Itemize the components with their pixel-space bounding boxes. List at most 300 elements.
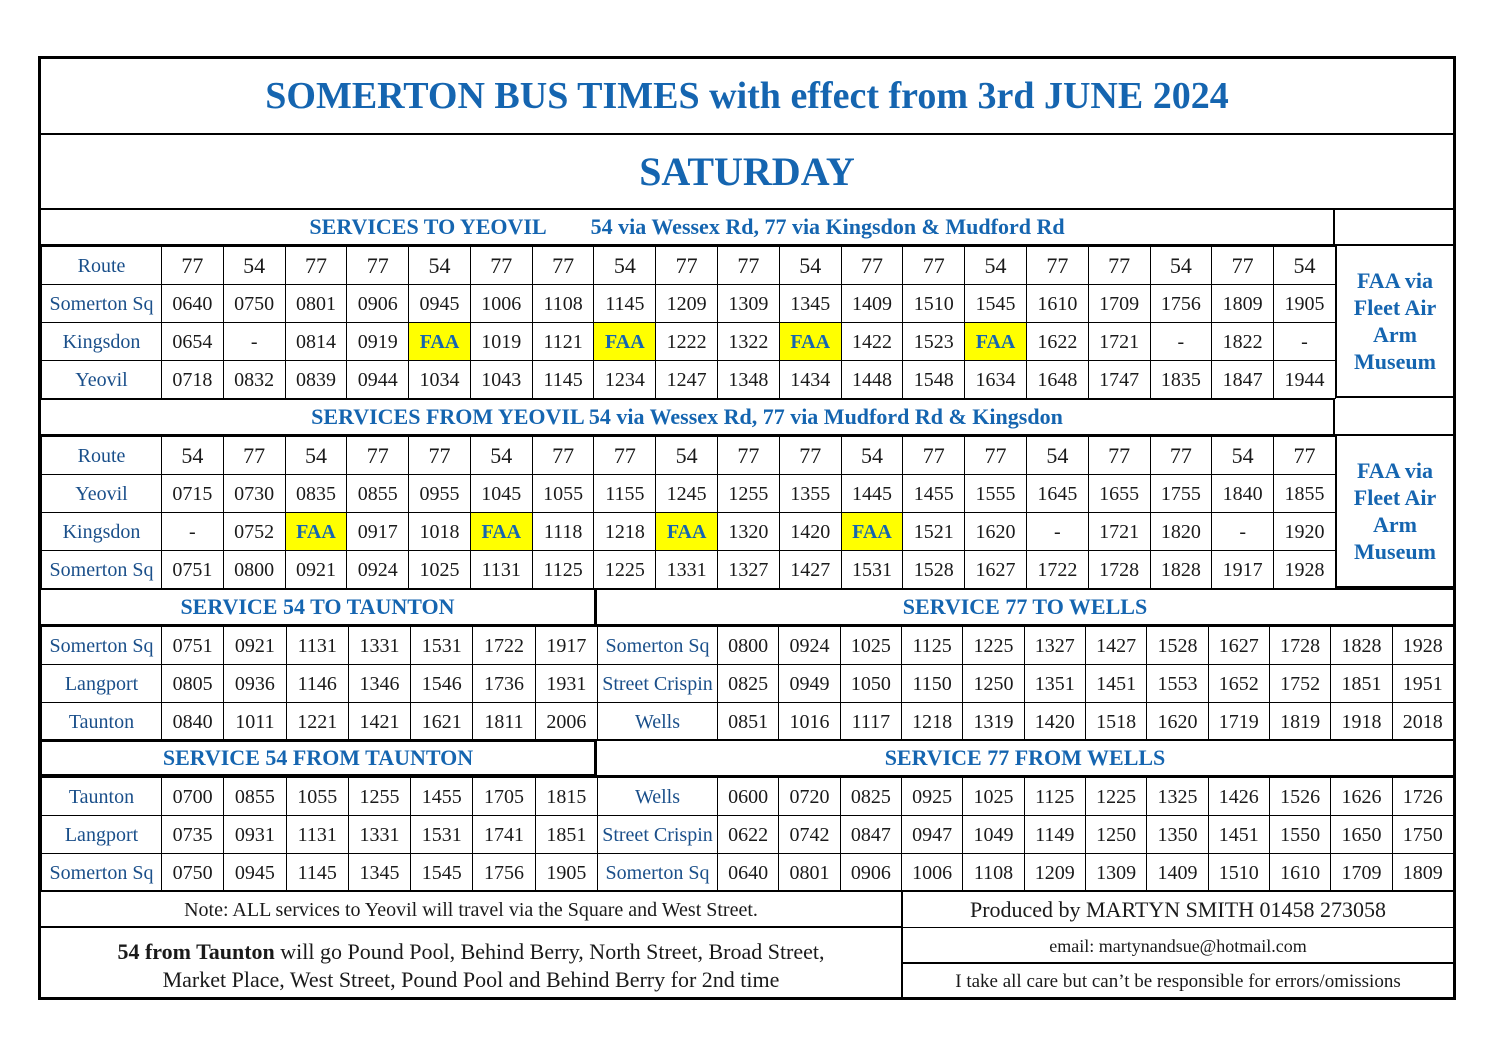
time-cell: 1655 [1088, 475, 1150, 513]
time-cell: 0814 [285, 323, 347, 361]
time-cell: 0919 [347, 323, 409, 361]
time-cell: 1145 [594, 285, 656, 323]
time-cell: 0825 [840, 778, 901, 816]
time-cell: 1247 [656, 361, 718, 399]
time-cell: 1741 [473, 816, 535, 854]
time-cell: 1420 [779, 513, 841, 551]
time-cell: 1546 [411, 665, 473, 703]
stop-label: Wells [598, 778, 718, 816]
time-cell: 1951 [1392, 665, 1453, 703]
time-cell: 1835 [1150, 361, 1212, 399]
route-number: 77 [718, 247, 780, 285]
time-cell: 1510 [903, 285, 965, 323]
time-cell: 1726 [1392, 778, 1453, 816]
time-cell: 0751 [162, 551, 224, 589]
time-cell: 1627 [965, 551, 1027, 589]
time-cell: 1209 [656, 285, 718, 323]
stop-label: Street Crispin [598, 816, 718, 854]
time-cell: 1125 [901, 627, 962, 665]
time-cell: 1155 [594, 475, 656, 513]
route-number: 77 [532, 437, 594, 475]
time-cell: 1722 [1026, 551, 1088, 589]
route-number: 77 [162, 247, 224, 285]
from-taunton-heading: SERVICE 54 FROM TAUNTON [39, 739, 597, 777]
time-cell: 1150 [901, 665, 962, 703]
table-row [42, 627, 598, 665]
footer-produced: Produced by MARTYN SMITH 01458 273058 [903, 892, 1453, 928]
time-cell: 1250 [1085, 816, 1146, 854]
time-cell: 0925 [901, 778, 962, 816]
route-note-rest: will go Pound Pool, Behind Berry, North Street, Broad Street, [274, 939, 825, 964]
route-number: 54 [965, 247, 1027, 285]
route-number: 77 [965, 437, 1027, 475]
time-cell: 1345 [348, 854, 410, 892]
route-number: 77 [347, 437, 409, 475]
time-cell: 1756 [473, 854, 535, 892]
time-cell: 1322 [718, 323, 780, 361]
time-cell: 1455 [411, 778, 473, 816]
time-cell: 1434 [779, 361, 841, 399]
time-cell: 1445 [841, 475, 903, 513]
time-cell: 1620 [965, 513, 1027, 551]
route-number: 54 [285, 437, 347, 475]
time-cell: 1809 [1392, 854, 1453, 892]
faa-note-line: FAA via [1357, 268, 1433, 293]
stop-label: Yeovil [42, 475, 162, 513]
time-cell: 0936 [224, 665, 286, 703]
time-cell: 1131 [286, 816, 348, 854]
footer-email: email: martynandsue@hotmail.com [903, 928, 1453, 964]
to-yeovil-table [41, 246, 1336, 399]
table-row [42, 703, 598, 741]
time-cell: 1931 [535, 665, 597, 703]
time-cell: 1610 [1026, 285, 1088, 323]
time-cell: 1350 [1147, 816, 1208, 854]
time-cell: 1221 [286, 703, 348, 741]
route-number: 77 [1274, 437, 1336, 475]
time-cell: 1917 [1212, 551, 1274, 589]
time-cell: 1131 [470, 551, 532, 589]
stop-label: Somerton Sq [42, 285, 162, 323]
time-cell: 1756 [1150, 285, 1212, 323]
time-cell: 1011 [224, 703, 286, 741]
time-cell: 1327 [1024, 627, 1085, 665]
time-cell: 0730 [223, 475, 285, 513]
time-cell: 1550 [1269, 816, 1330, 854]
time-cell: 0944 [347, 361, 409, 399]
route-number: 54 [594, 247, 656, 285]
from-yeovil-heading-spacer [1335, 398, 1453, 436]
time-cell: 1621 [411, 703, 473, 741]
to-yeovil-heading [41, 210, 1335, 246]
time-cell: 1409 [1147, 854, 1208, 892]
time-cell: 1928 [1274, 551, 1336, 589]
time-cell: 1034 [409, 361, 471, 399]
time-cell: 0752 [223, 513, 285, 551]
faa-cell: FAA [965, 323, 1027, 361]
time-cell: 1652 [1208, 665, 1269, 703]
time-cell: 0718 [162, 361, 224, 399]
time-cell: 1427 [1085, 627, 1146, 665]
time-cell: 1121 [532, 323, 594, 361]
route-number: 77 [347, 247, 409, 285]
route-note-line-2: Market Place, West Street, Pound Pool and Behind Berry for 2nd time [162, 967, 780, 992]
table-row [42, 437, 1336, 475]
time-cell: 1245 [656, 475, 718, 513]
time-cell: 1736 [473, 665, 535, 703]
time-cell: 1451 [1085, 665, 1146, 703]
table-row [42, 513, 1336, 551]
time-cell: 1427 [779, 551, 841, 589]
time-cell: - [162, 513, 224, 551]
faa-cell: FAA [409, 323, 471, 361]
table-row [598, 778, 1454, 816]
time-cell: - [1212, 513, 1274, 551]
table-row [598, 854, 1454, 892]
table-row [42, 475, 1336, 513]
route-number: 77 [1088, 437, 1150, 475]
time-cell: 1309 [1085, 854, 1146, 892]
time-cell: 1620 [1147, 703, 1208, 741]
stop-label: Somerton Sq [42, 551, 162, 589]
stop-label: Route [42, 437, 162, 475]
time-cell: 1018 [409, 513, 471, 551]
time-cell: 1025 [840, 627, 901, 665]
time-cell: 1108 [963, 854, 1024, 892]
to-yeovil-heading-via: 54 via Wessex Rd, 77 via Kingsdon & Mudford Rd [590, 214, 1065, 239]
time-cell: 1545 [965, 285, 1027, 323]
time-cell: 1218 [594, 513, 656, 551]
stop-label: Taunton [42, 703, 162, 741]
table-row [42, 816, 598, 854]
faa-note-line: Museum [1354, 349, 1436, 374]
faa-cell: FAA [779, 323, 841, 361]
time-cell: 1043 [470, 361, 532, 399]
time-cell: 1118 [532, 513, 594, 551]
route-number: 77 [1150, 437, 1212, 475]
time-cell: 1528 [903, 551, 965, 589]
route-number: 77 [594, 437, 656, 475]
route-number: 77 [532, 247, 594, 285]
time-cell: 1050 [840, 665, 901, 703]
route-number: 77 [903, 437, 965, 475]
time-cell: 0921 [224, 627, 286, 665]
route-number: 77 [1212, 247, 1274, 285]
time-cell: 1917 [535, 627, 597, 665]
time-cell: - [1274, 323, 1336, 361]
time-cell: 1409 [841, 285, 903, 323]
time-cell: 1006 [470, 285, 532, 323]
time-cell: 0640 [718, 854, 779, 892]
time-cell: 1309 [718, 285, 780, 323]
time-cell: 1049 [963, 816, 1024, 854]
time-cell: 1325 [1147, 778, 1208, 816]
time-cell: 1822 [1212, 323, 1274, 361]
table-row [598, 816, 1454, 854]
route-number: 54 [409, 247, 471, 285]
time-cell: 0855 [224, 778, 286, 816]
time-cell: 1709 [1331, 854, 1392, 892]
time-cell: 1828 [1331, 627, 1392, 665]
time-cell: 1855 [1274, 475, 1336, 513]
route-number: 54 [841, 437, 903, 475]
time-cell: 1019 [470, 323, 532, 361]
time-cell: 1320 [718, 513, 780, 551]
faa-note-line: FAA via [1357, 458, 1433, 483]
stop-label: Taunton [42, 778, 162, 816]
time-cell: 1709 [1088, 285, 1150, 323]
route-number: 54 [779, 247, 841, 285]
time-cell: 0839 [285, 361, 347, 399]
time-cell: 0750 [162, 854, 224, 892]
time-cell: 1531 [841, 551, 903, 589]
time-cell: 1523 [903, 323, 965, 361]
time-cell: 1420 [1024, 703, 1085, 741]
stop-label: Somerton Sq [598, 627, 718, 665]
time-cell: 1851 [1331, 665, 1392, 703]
time-cell: 0805 [162, 665, 224, 703]
time-cell: 0906 [347, 285, 409, 323]
route-number: 54 [1274, 247, 1336, 285]
time-cell: 1531 [411, 816, 473, 854]
time-cell: 1553 [1147, 665, 1208, 703]
time-cell: 0906 [840, 854, 901, 892]
to-yeovil-faa-note [1335, 246, 1453, 398]
table-row [42, 323, 1336, 361]
time-cell: 0855 [347, 475, 409, 513]
time-cell: 1117 [840, 703, 901, 741]
route-number: 77 [470, 247, 532, 285]
time-cell: 1820 [1150, 513, 1212, 551]
time-cell: 1728 [1088, 551, 1150, 589]
table-row [42, 778, 598, 816]
route-note-bold: 54 from Taunton [117, 939, 275, 964]
time-cell: 1225 [963, 627, 1024, 665]
stop-label: Wells [598, 703, 718, 741]
time-cell: 1355 [779, 475, 841, 513]
time-cell: 1634 [965, 361, 1027, 399]
time-cell: 0751 [162, 627, 224, 665]
time-cell: 1847 [1212, 361, 1274, 399]
footer-note: Note: ALL services to Yeovil will travel via the Square and West Street. [41, 892, 903, 928]
table-row [42, 285, 1336, 323]
route-number: 54 [656, 437, 718, 475]
faa-note-line: Fleet Air [1353, 485, 1437, 510]
time-cell: 1045 [470, 475, 532, 513]
time-cell: 0835 [285, 475, 347, 513]
time-cell: 0955 [409, 475, 471, 513]
time-cell: 1209 [1024, 854, 1085, 892]
time-cell: - [1026, 513, 1088, 551]
time-cell: 0832 [223, 361, 285, 399]
time-cell: 1905 [1274, 285, 1336, 323]
time-cell: 1016 [779, 703, 840, 741]
time-cell: 1319 [963, 703, 1024, 741]
time-cell: 1705 [473, 778, 535, 816]
time-cell: 1622 [1026, 323, 1088, 361]
time-cell: 1555 [965, 475, 1027, 513]
time-cell: 1626 [1331, 778, 1392, 816]
time-cell: 0924 [779, 627, 840, 665]
time-cell: 1348 [718, 361, 780, 399]
time-cell: 1225 [594, 551, 656, 589]
time-cell: 1125 [1024, 778, 1085, 816]
time-cell: 0801 [779, 854, 840, 892]
stop-label: Langport [42, 816, 162, 854]
route-number: 77 [285, 247, 347, 285]
time-cell: 1752 [1269, 665, 1330, 703]
route-number: 77 [841, 247, 903, 285]
footer-disclaimer: I take all care but can’t be responsible for errors/omissions [955, 971, 1401, 992]
page-title: SOMERTON BUS TIMES with effect from 3rd JUNE 2024 [41, 59, 1453, 135]
faa-cell: FAA [285, 513, 347, 551]
time-cell: 0949 [779, 665, 840, 703]
route-number: 54 [162, 437, 224, 475]
time-cell: 1146 [286, 665, 348, 703]
from-yeovil-faa-note [1335, 436, 1453, 588]
time-cell: - [1150, 323, 1212, 361]
time-cell: 1145 [532, 361, 594, 399]
time-cell: 1815 [535, 778, 597, 816]
stop-label: Somerton Sq [598, 854, 718, 892]
from-yeovil-heading: SERVICES FROM YEOVIL 54 via Wessex Rd, 77 via Mudford Rd & Kingsdon [41, 398, 1335, 436]
faa-cell: FAA [594, 323, 656, 361]
time-cell: 1421 [348, 703, 410, 741]
time-cell: 1722 [473, 627, 535, 665]
time-cell: 0750 [223, 285, 285, 323]
to-yeovil-heading-spacer [1335, 210, 1453, 246]
stop-label: Street Crispin [598, 665, 718, 703]
from-taunton-table [41, 777, 598, 892]
faa-cell: FAA [470, 513, 532, 551]
time-cell: 0742 [779, 816, 840, 854]
time-cell: 1351 [1024, 665, 1085, 703]
time-cell: 0847 [840, 816, 901, 854]
stop-label: Somerton Sq [42, 854, 162, 892]
footer-route-note [41, 928, 903, 1000]
route-note-line-1 [41, 938, 901, 966]
faa-note-line: Arm [1373, 322, 1417, 347]
route-number: 77 [718, 437, 780, 475]
time-cell: 0700 [162, 778, 224, 816]
time-cell: 1755 [1150, 475, 1212, 513]
time-cell: 1828 [1150, 551, 1212, 589]
time-cell: 1548 [903, 361, 965, 399]
time-cell: 1250 [963, 665, 1024, 703]
time-cell: 1131 [286, 627, 348, 665]
time-cell: 1721 [1088, 323, 1150, 361]
table-row [42, 665, 598, 703]
time-cell: 1905 [535, 854, 597, 892]
time-cell: 1510 [1208, 854, 1269, 892]
route-number: 77 [656, 247, 718, 285]
time-cell: 2006 [535, 703, 597, 741]
time-cell: 0917 [347, 513, 409, 551]
time-cell: 1331 [348, 816, 410, 854]
time-cell: 1451 [1208, 816, 1269, 854]
time-cell: 0825 [718, 665, 779, 703]
time-cell: 1222 [656, 323, 718, 361]
route-number: 54 [1026, 437, 1088, 475]
time-cell: 1728 [1269, 627, 1330, 665]
time-cell: 1650 [1331, 816, 1392, 854]
time-cell: 1055 [532, 475, 594, 513]
stop-label: Yeovil [42, 361, 162, 399]
time-cell: 1811 [473, 703, 535, 741]
time-cell: 1531 [411, 627, 473, 665]
time-cell: 0931 [224, 816, 286, 854]
timetable-frame [38, 56, 1456, 1000]
time-cell: 0720 [779, 778, 840, 816]
route-number: 77 [779, 437, 841, 475]
stop-label: Kingsdon [42, 513, 162, 551]
table-row [42, 854, 598, 892]
faa-note-line: Museum [1354, 539, 1436, 564]
time-cell: 0622 [718, 816, 779, 854]
time-cell: 1025 [963, 778, 1024, 816]
time-cell: 1108 [532, 285, 594, 323]
time-cell: 1750 [1392, 816, 1453, 854]
time-cell: 1851 [535, 816, 597, 854]
time-cell: 1345 [779, 285, 841, 323]
time-cell: 0924 [347, 551, 409, 589]
from-yeovil-table [41, 436, 1336, 589]
table-row [598, 703, 1454, 741]
route-number: 54 [1212, 437, 1274, 475]
time-cell: 1747 [1088, 361, 1150, 399]
time-cell: 1006 [901, 854, 962, 892]
time-cell: 1928 [1392, 627, 1453, 665]
time-cell: 0735 [162, 816, 224, 854]
time-cell: 0851 [718, 703, 779, 741]
time-cell: 0654 [162, 323, 224, 361]
stop-label: Langport [42, 665, 162, 703]
route-number: 77 [223, 437, 285, 475]
time-cell: 0600 [718, 778, 779, 816]
route-number: 54 [223, 247, 285, 285]
time-cell: 1918 [1331, 703, 1392, 741]
stop-label: Route [42, 247, 162, 285]
time-cell: 1331 [656, 551, 718, 589]
route-number: 77 [903, 247, 965, 285]
time-cell: 1840 [1212, 475, 1274, 513]
time-cell: - [223, 323, 285, 361]
time-cell: 1145 [286, 854, 348, 892]
time-cell: 1528 [1147, 627, 1208, 665]
table-row [42, 361, 1336, 399]
time-cell: 1255 [718, 475, 780, 513]
table-row [598, 665, 1454, 703]
time-cell: 0800 [718, 627, 779, 665]
time-cell: 0840 [162, 703, 224, 741]
faa-cell: FAA [841, 513, 903, 551]
time-cell: 1234 [594, 361, 656, 399]
time-cell: 0945 [409, 285, 471, 323]
time-cell: 2018 [1392, 703, 1453, 741]
from-wells-table [597, 777, 1454, 892]
stop-label: Somerton Sq [42, 627, 162, 665]
time-cell: 1331 [348, 627, 410, 665]
time-cell: 1255 [348, 778, 410, 816]
time-cell: 1719 [1208, 703, 1269, 741]
route-number: 54 [1150, 247, 1212, 285]
time-cell: 1721 [1088, 513, 1150, 551]
time-cell: 1809 [1212, 285, 1274, 323]
to-taunton-heading: SERVICE 54 TO TAUNTON [41, 588, 597, 626]
time-cell: 1518 [1085, 703, 1146, 741]
time-cell: 0640 [162, 285, 224, 323]
time-cell: 1225 [1085, 778, 1146, 816]
